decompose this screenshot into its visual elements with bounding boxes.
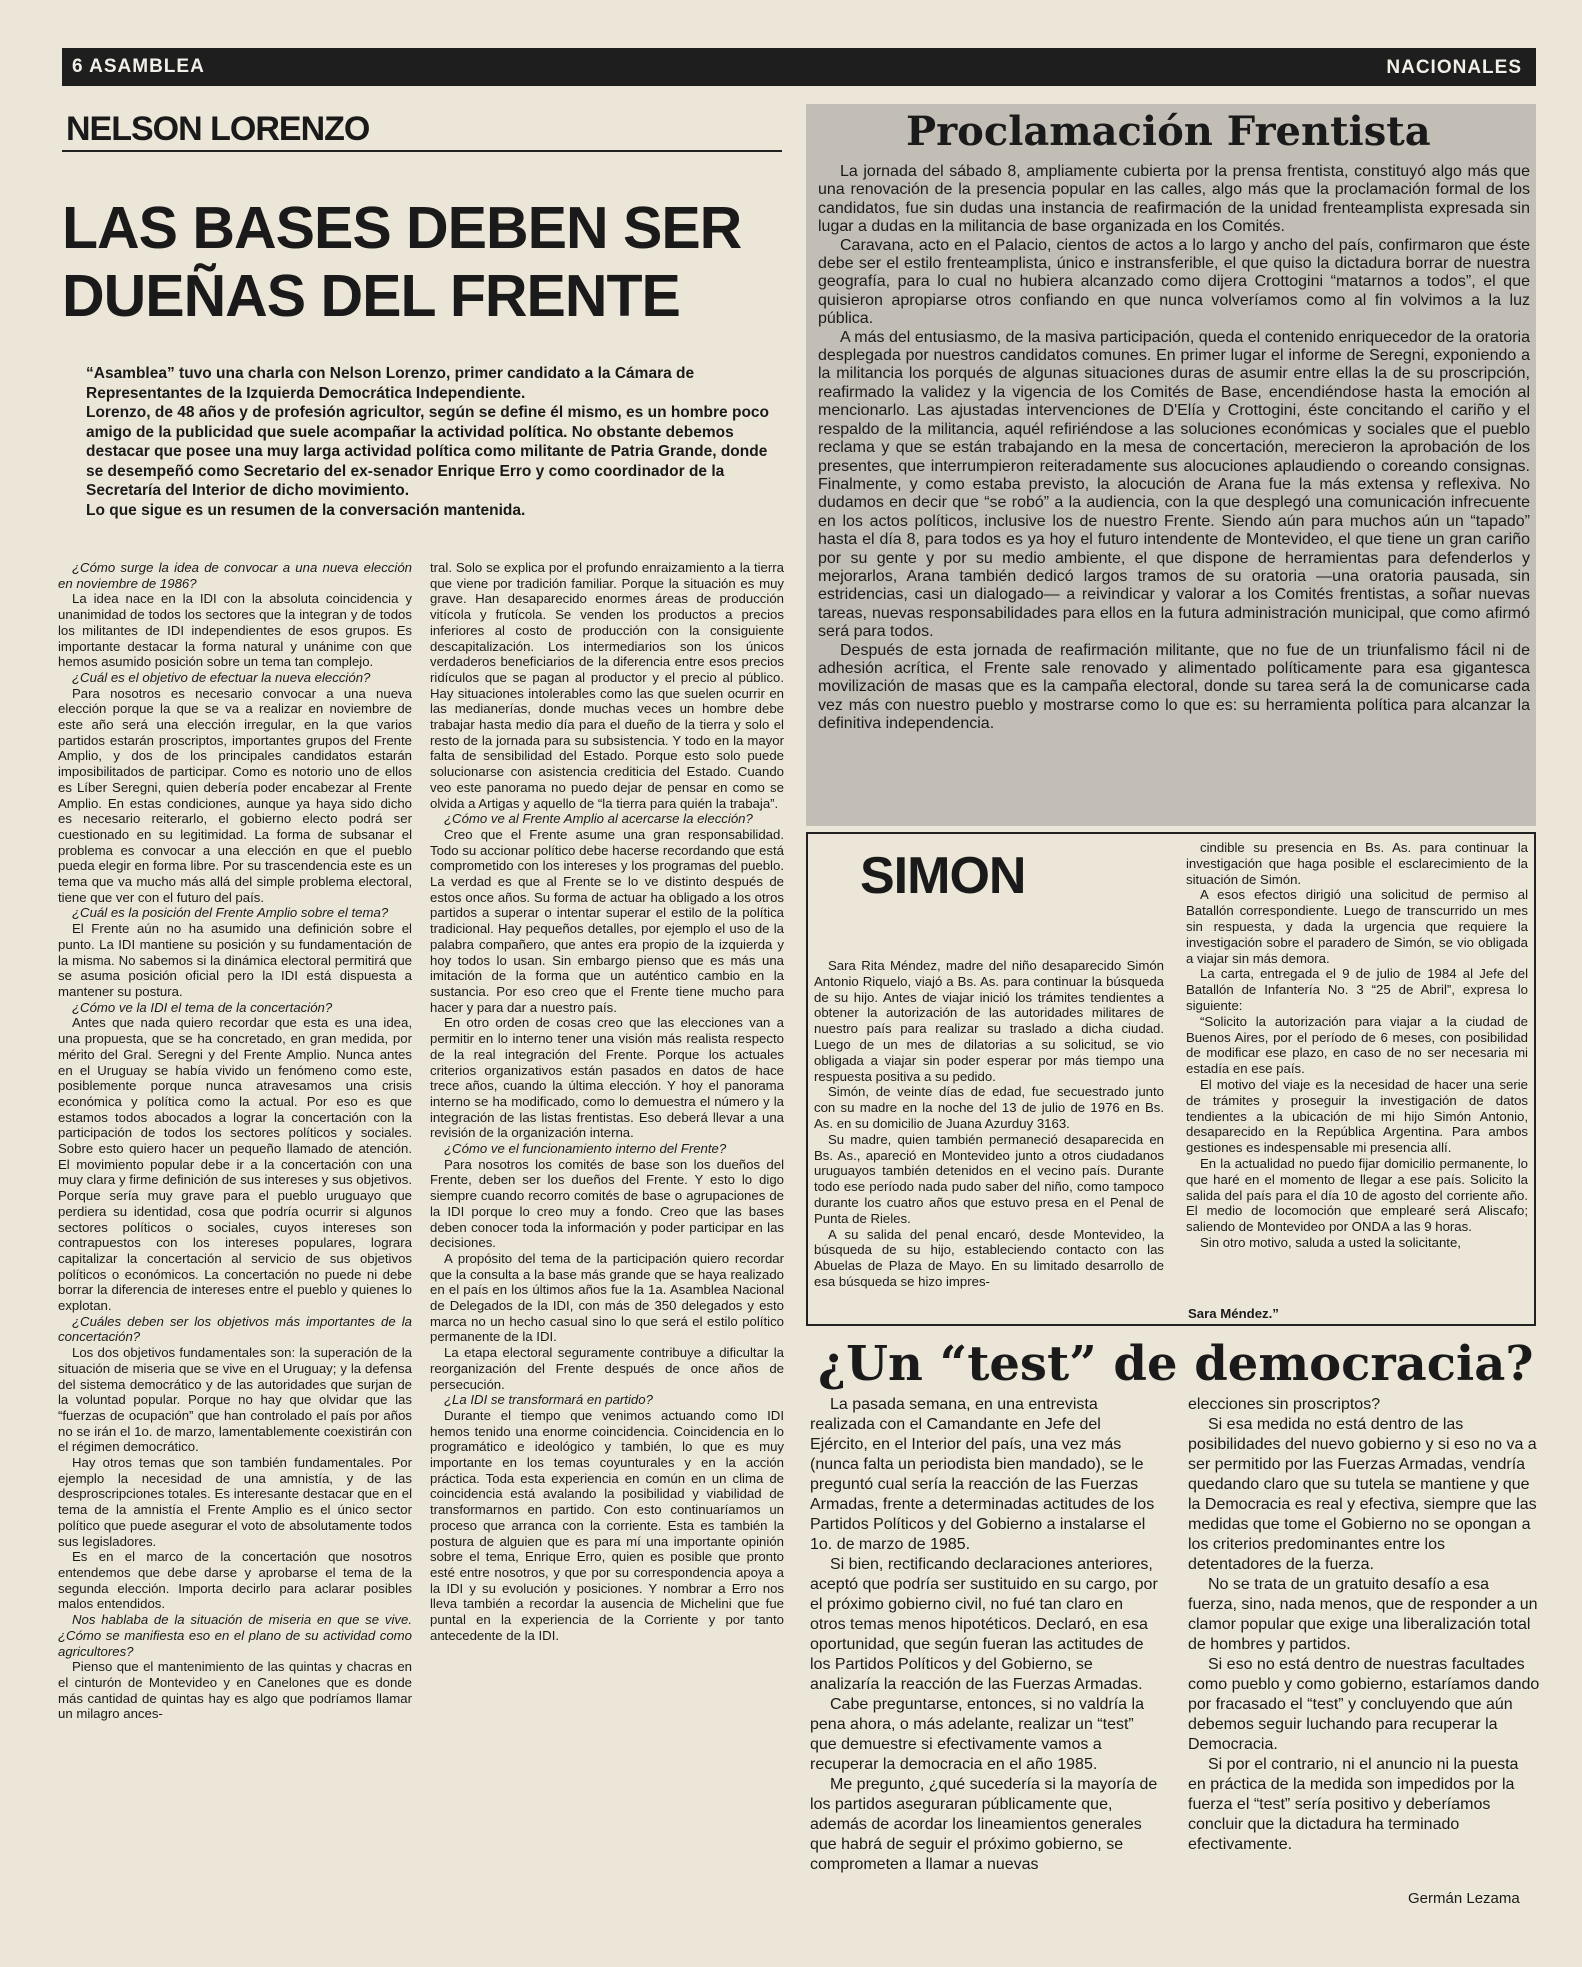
interview-answer: El Frente aún no ha asumido una definición sobre el punto. La IDI mantiene su posición y su fundamentación de la misma. No sabemos si la dinámica electoral permitirá que se asuma posición oficial pero la IDI está dispuesta a mantener su postura. (58, 921, 412, 999)
paragraph: En la actualidad no puedo fijar domicilio permanente, lo que haré en el momento de llegar a ese país. Solicito la salida del país para el día 10 de agosto del corriente año. El medio de locomoción que emplearé será Aliscafo; saliendo de Montevideo por ONDA a las 9 horas. (1186, 1155, 1528, 1235)
interview-question: ¿Cómo ve al Frente Amplio al acercarse la elección? (444, 811, 753, 827)
interview-answer: La etapa electoral seguramente contribuye a dificultar la reorganización del Frente después de once años de persecución. (430, 1345, 784, 1392)
paragraph: Sara Rita Méndez, madre del niño desaparecido Simón Antonio Riquelo, viajó a Bs. As. para continuar la búsqueda de su hijo. Antes de viajar inició los trámites tendientes a obtener la autorización de las autoridades militares de nuestro país para realizar su traslado a dicha ciudad. Luego de un mes de dilatorias a su solicitud, se vio obligada a viajar sin poder esperar por más tiempo una respuesta positiva a su pedido. (814, 958, 1164, 1084)
paragraph: Después de esta jornada de reafirmación militante, que no fue de un triunfalismo fácil ni de adhesión acrítica, el Frente sale renovado y alimentado políticamente para esa gigantesca movilización de masas que es la campaña electoral, donde su tarea será la de comunicarse cada vez más con nuestro pueblo y mostrarse como lo que es: su herramienta política para alcanzar la definitiva independencia. (818, 641, 1530, 733)
interview-question: ¿Cuál es el objetivo de efectuar la nueva elección? (72, 669, 371, 685)
interview-answer: Antes que nada quiero recordar que esta es una idea, una propuesta, que se ha concretado, en gran medida, por mérito del Gral. Seregni y del Frente Amplio. Nunca antes en el Uruguay se había vivido un fenómeno como este, posiblemente porque nunca atravesamos una crisis económica y política como la actual. Por eso es que estamos todos abocados a lograr la concertación con la participación de todos los sectores políticos y sociales. Sobre esto quiero hacer un pequeño llamado de atención. El movimiento popular debe ir a la concertación con una muy clara y firme definición de sus intereses y sus objetivos. Porque sería muy grave para el pueblo uruguayo que perdiera su identidad, cosa que podría ocurrir si algunos sectores políticos o sociales, cuyos intereses son contrapuestos con los intereses populares, lograra capitalizar la concertación al servicio de sus objetivos políticos o económicos. La concertación no puede ni debe borrar la diferencia de intereses entre el pueblo y quienes lo explotan. (58, 1015, 412, 1314)
paragraph: No se trata de un gratuito desafío a esa fuerza, sino, nada menos, que de responder a un clamor popular que exige una liberalización total de hombres y partidos. (1188, 1576, 1538, 1653)
paragraph: Si por el contrario, ni el anuncio ni la puesta en práctica de la medida son impedidos por la fuerza el “test” sería positivo y deberíamos concluir que la dictadura ha terminado efectivamente. (1188, 1756, 1519, 1853)
page-number-section: 6 ASAMBLEA (72, 56, 205, 77)
interview-question: Nos hablaba de la situación de miseria en que se vive. ¿Cómo se manifiesta eso en el plano de su actividad como agricultores? (58, 1612, 412, 1659)
intro-paragraph: “Asamblea” tuvo una charla con Nelson Lorenzo, primer candidato a la Cámara de Representantes de la Izquierda Democrática Independiente. (86, 365, 695, 402)
section-name: NACIONALES (1386, 57, 1522, 78)
paragraph: “Solicito la autorización para viajar a la ciudad de Buenos Aires, por el período de 6 meses, con posibilidad de modificar ese plazo, en caso de no ser necesaria mi estadía en ese país. (1186, 1013, 1528, 1077)
paragraph: elecciones sin proscriptos? (1188, 1396, 1381, 1413)
interview-answer: tral. Solo se explica por el profundo enraizamiento a la tierra que viene por tradición familiar. Porque la situación es muy grave. Han desaparecido enormes áreas de producción vitícola y frutícola. Se venden los productos a precios inferiores al costo de producción con la consiguiente descapitalización. Los intermediarios son los únicos verdaderos beneficiarios de la diferencia entre esos precios ridículos que se pagan al productor y el precio al público. Hay situaciones intolerables como las que suelen ocurrir en las medianerías, donde muchas veces un hombre debe trabajar hasta medio día para el dueño de la tierra y solo el resto de la jornada para su subsistencia. Y todo en la mayor falta de sensibilidad del Estado. Porque esto solo puede solucionarse con asistencia crediticia del Estado. Cuando veo este panorama no puedo dejar de pensar en como se olvida a Artigas y aquello de “la tierra para quién la trabaja”. (430, 560, 784, 811)
test-signature: Germán Lezama (1408, 1890, 1520, 1907)
interview-answer: Hay otros temas que son también fundamentales. Por ejemplo la necesidad de una amnistía, y de las desproscripciones totales. Es interesante destacar que en el tema de la amnistía el Frente Amplio es el único sector político que puede asegurar el voto de absolutamente todos sus legisladores. (58, 1455, 412, 1549)
paragraph: Si eso no está dentro de nuestras facultades como pueblo y como gobierno, estaríamos dando por fracasado el “test” y concluyendo que aún debemos seguir luchando para recuperar la Democracia. (1188, 1656, 1540, 1753)
paragraph: A más del entusiasmo, de la masiva participación, queda el contenido enriquecedor de la oratoria desplegada por nuestros candidatos comunes. En primer lugar el informe de Seregni, exponiendo a la militancia los porqués de algunas situaciones duras de asumir entre ellas la de su proscripción, reafirmado la validez y la vigencia de los Comités de Base, encendiéndose hasta la emoción al mencionarlo. Las ajustadas intervenciones de D'Elía y Crottogini, éste concitando el cariño y el respaldo de la militancia, aquél refiriéndose a las soluciones económicas y sociales que el pueblo reclama y que se están trabajando en la mesa de concertación, merecieron la aprobación de los presentes, que interrumpieron reiteradamente sus alocuciones aplaudiendo o coreando consignas. Finalmente, y como estaba previsto, la alocución de Arana fue la más extensa y reflexiva. No dudamos en decir que “se robó” a la audiencia, con la que desplegó una comunicación infrecuente en los actos políticos, inclusive los de nuestro Frente. Siendo aún para muchos aún un “tapado” hasta el día 8, para todos es ya hoy el futuro intendente de Montevideo, el que tiene un gran cariño por su gente y por su medio ambiente, el que dispone de herramientas para defenderlos y mejorarlos, Arana también dedicó largos tramos de su oratoria —una oratoria pausada, sin estridencias, casi un dialogado— a reivindicar y valorar a los Comités frentistas, a soñar nuevas tareas, nuevas responsabilidades para ellos en la futura administración municipal, que como afirmó será para todos. (818, 328, 1530, 641)
interview-answer: Pienso que el mantenimiento de las quintas y chacras en el cinturón de Montevideo y en Canelones que es donde más cantidad de quintas hay es algo que podríamos llamar un milagro ances- (58, 1659, 412, 1722)
simon-column-1 (814, 958, 1164, 1290)
interview-answer: La idea nace en la IDI con la absoluta coincidencia y unanimidad de todos los sectores que la integran y de todos los militantes de IDI independientes de esos grupos. Es importante destacar la forma natural y unánime con que hemos asumido posición sobre un tema tan complejo. (58, 591, 412, 670)
simon-signature: Sara Méndez.” (1188, 1306, 1279, 1321)
divider (62, 150, 782, 152)
paragraph: Simón, de veinte días de edad, fue secuestrado junto con su madre en la noche del 13 de julio de 1976 en Bs. As. en su domicilio de Juana Azurduy 3163. (814, 1084, 1164, 1131)
interview-question: ¿Cómo ve el funcionamiento interno del Frente? (444, 1141, 727, 1157)
interview-headline: LAS BASES DEBEN SER DUEÑAS DEL FRENTE (62, 195, 742, 329)
paragraph: Si esa medida no está dentro de las posibilidades del nuevo gobierno y si eso no va a ser permitido por las Fuerzas Armadas, vendría quedando claro que su tutela se mantiene y que la Democracia es real y efectiva, siempre que las medidas que tome el Gobierno no se opongan a los criterios predominantes entre los detentadores de la fuerza. (1188, 1416, 1537, 1573)
paragraph: A su salida del penal encaró, desde Montevideo, la búsqueda de su hijo, estableciendo contacto con las Abuelas de Plaza de Mayo. En su limitado desarrollo de esa búsqueda se hizo impres- (814, 1226, 1164, 1289)
interview-answer: Para nosotros los comités de base son los dueños del Frente, deben ser los dueños del Frente. Y esto lo digo siempre cuando recorro comités de base o agrupaciones de la IDI porque lo creo muy a fondo. Creo que las bases deben conocer toda la información y poder participar en las decisiones. (430, 1156, 784, 1251)
paragraph: Su madre, quien también permaneció desaparecida en Bs. As., apareció en Montevideo junto a otros ciudadanos uruguayos también detenidos en el vecino país. Durante todo ese período nada pudo saber del niño, como tampoco durante los cuatro años que estuvo presa en el Penal de Punta de Rieles. (814, 1131, 1164, 1226)
paragraph: cindible su presencia en Bs. As. para continuar la investigación que haga posible el esclarecimiento de la situación de Simón. (1186, 840, 1528, 887)
test-column-2 (1188, 1395, 1540, 1855)
paragraph: La jornada del sábado 8, ampliamente cubierta por la prensa frentista, constituyó algo más que una renovación de la presencia popular en las calles, algo más que la proclamación formal de los candidatos, fue sin dudas una instancia de reafirmación de la unidad frenteamplista expresada sin lugar a dudas en la militancia de base organizada en los Comités. (818, 163, 1530, 236)
interview-answer: Creo que el Frente asume una gran responsabilidad. Todo su accionar político debe hacerse recordando que está comprometido con los intereses y los programas del pueblo. La verdad es que al Frente se lo ve distinto después de estos once años. Su forma de actuar ha obligado a los otros partidos a superar o intentar superar el estilo de la política tradicional. Hay pequeños detalles, por ejemplo el uso de la palabra compañero, que antes era propio de la izquierda y hoy todos lo usan. Sin embargo pienso que es más una imitación de la forma que un auténtico cambio en la sustancia. Por eso creo que el Frente tiene mucho para hacer y para dar a nuestro país. (430, 826, 784, 1015)
paragraph: Me pregunto, ¿qué sucedería si la mayoría de los partidos aseguraran públicamente que, además de acordar los lineamientos generales que habrá de seguir el próximo gobierno, se comprometen a llamar a nuevas (810, 1776, 1158, 1873)
paragraph: La pasada semana, en una entrevista realizada con el Camandante en Jefe del Ejército, en el Interior del país, una vez más (nunca falta un periodista bien mandado), se le preguntó cual sería la reacción de las Fuerzas Armadas, frente a determinadas actitudes de los Partidos Políticos y del Gobierno a instalarse el 1o. de marzo de 1985. (810, 1396, 1155, 1553)
paragraph: La carta, entregada el 9 de julio de 1984 al Jefe del Batallón de Infantería No. 3 “25 de Abril”, expresa lo siguiente: (1186, 966, 1528, 1013)
interview-question: ¿Cuáles deben ser los objetivos más importantes de la concertación? (58, 1313, 412, 1345)
interview-question: ¿La IDI se transformará en partido? (444, 1392, 653, 1408)
interview-subject: NELSON LORENZO (66, 110, 370, 148)
test-title: ¿Un “test” de democracia? (818, 1336, 1534, 1392)
intro-paragraph: Lo que sigue es un resumen de la conversación mantenida. (86, 501, 526, 519)
interview-answer: A propósito del tema de la participación quiero recordar que la consulta a la base más grande que se haya realizado en el país en los últimos años fue la 1a. Asamblea Nacional de Delegados de la IDI, con más de 350 delegados y esto marca no un hecho casual sino lo que será el estilo político permanente de la IDI. (430, 1250, 784, 1345)
interview-answer: Para nosotros es necesario convocar a una nueva elección porque la que se va a realizar en noviembre de este año será una elección irregular, en la que varios partidos estarán proscriptos, importantes grupos del Frente Amplio, y dos de los principales candidatos estarán imposibilitados de participar. Como es notorio uno de ellos es Líber Seregni, quien debería poder encabezar al Frente Amplio. En estas condiciones, aunque ya haya sido dicho es necesario reiterarlo, el gobierno electo podrá ser cuestionado en su legitimidad. La forma de subsanar el problema es convocar a una elección en que el pueblo pueda elegir en forma libre. Por su trascendencia este es un tema que va mucho más allá del simple problema electoral, tiene que ver con el futuro del país. (58, 685, 412, 905)
interview-column-1 (58, 560, 412, 1722)
proclamacion-title: Proclamación Frentista (906, 108, 1431, 155)
intro-paragraph: Lorenzo, de 48 años y de profesión agricultor, según se define él mismo, es un hombre poco amigo de la publicidad que suele acompañar la actividad política. No obstante debemos destacar que posee una muy larga actividad política como militante de Patria Grande, donde se desempeñó como Secretario del ex-senador Enrique Erro y como coordinador de la Secretaría del Interior de dicho movimiento. (86, 404, 770, 499)
paragraph: Cabe preguntarse, entonces, si no valdría la pena ahora, o más adelante, realizar un “test” que demuestre si efectivamente vamos a recuperar la democracia en el año 1985. (810, 1696, 1144, 1773)
interview-question: ¿Cuál es la posición del Frente Amplio sobre el tema? (72, 905, 389, 921)
interview-question: ¿Cómo surge la idea de convocar a una nueva elección en noviembre de 1986? (58, 560, 412, 591)
paragraph: El motivo del viaje es la necesidad de hacer una serie de trámites y proseguir la investigación de datos tendientes a la ubicación de mi hijo Simón Antonio, desaparecido en la República Argentina. Para ambos gestiones es indespensable mi presencia allí. (1186, 1076, 1528, 1156)
test-column-1 (810, 1395, 1162, 1875)
paragraph: Sin otro motivo, saluda a usted la solicitante, (1200, 1234, 1461, 1250)
interview-answer: Los dos objetivos fundamentales son: la superación de la situación de miseria que se vive en el Uruguay; y la defensa del sistema democrático y de las autoridades que surjan de la voluntad popular. Porque no hay que olvidar que las “fuerzas de ocupación” que han controlado el país por años no se irán el 1o. de marzo, lamentablemente coexistirán con el régimen democrático. (58, 1345, 412, 1455)
paragraph: A esos efectos dirigió una solicitud de permiso al Batallón correspondiente. Luego de transcurrido un mes sin respuesta, y dada la urgencia que requiere la investigación sobre el paradero de Simón, se vio obligada a viajar sin más demora. (1186, 887, 1528, 966)
interview-answer: En otro orden de cosas creo que las elecciones van a permitir en lo interno tener una visión más realista respecto de la real integración del Frente. Porque los actuales criterios organizativos están pasados en datos de hace trece años, cuando la última elección. Y hoy el panorama interno se ha modificado, como lo demuestra el número y la integración de las listas frentistas. Eso deberá llevar a una revisión de la organización interna. (430, 1015, 784, 1141)
simon-column-2 (1186, 840, 1528, 1251)
interview-column-2 (430, 560, 784, 1644)
interview-answer: Es en el marco de la concertación que nosotros entendemos que debe darse y aprobarse el tema de la segunda elección. Importa decirlo para aclarar posibles malos entendidos. (58, 1549, 412, 1612)
interview-question: ¿Cómo ve la IDI el tema de la concertación? (72, 999, 333, 1015)
interview-answer: Durante el tiempo que venimos actuando como IDI hemos tenido una enorme coincidencia. Coincidencia en lo programático e ideológico y también, lo que es muy importante en los temas coyunturales y en la acción práctica. Toda esta experiencia en común en un clima de coincidencia está avalando la posibilidad y viabilidad de transformarnos en partido. Con esto continuaríamos un proceso que arranca con la corriente. Esta es también la postura de alguien que es para mí una importante opinión sobre el tema, Enrique Erro, quien es posible que pronto esté entre nosotros, y que por su correspondencia apoya a la IDI y su evolución y posiciones. Y nombrar a Erro nos lleva también a recordar la ausencia de Michelini que fue puntal en la experiencia de la Corriente y por tanto antecedente de la IDI. (430, 1407, 784, 1643)
simon-title: SIMON (860, 847, 1026, 905)
interview-intro (86, 364, 776, 520)
paragraph: Si bien, rectificando declaraciones anteriores, aceptó que podría ser sustituido en su cargo, por el próximo gobierno civil, no fué tan claro en otros temas menos hipotéticos. Declaró, en esa oportunidad, que según fueran las actitudes de los Partidos Políticos y del Gobierno, se analizaría la reacción de las Fuerzas Armadas. (810, 1556, 1158, 1693)
proclamacion-body (818, 163, 1530, 734)
page-header-bar (62, 48, 1536, 86)
paragraph: Caravana, acto en el Palacio, cientos de actos a lo largo y ancho del país, confirmaron que éste debe ser el estilo frenteamplista, único e instransferible, el que quiso la dictadura borrar de nuestra geografía, para lo cual no hubiera alcanzado como dijera Crottogini “matarnos a todos”, el que quisieron apropiarse otros confiando en que nunca volveríamos como al fin volvimos a la luz pública. (818, 236, 1530, 328)
